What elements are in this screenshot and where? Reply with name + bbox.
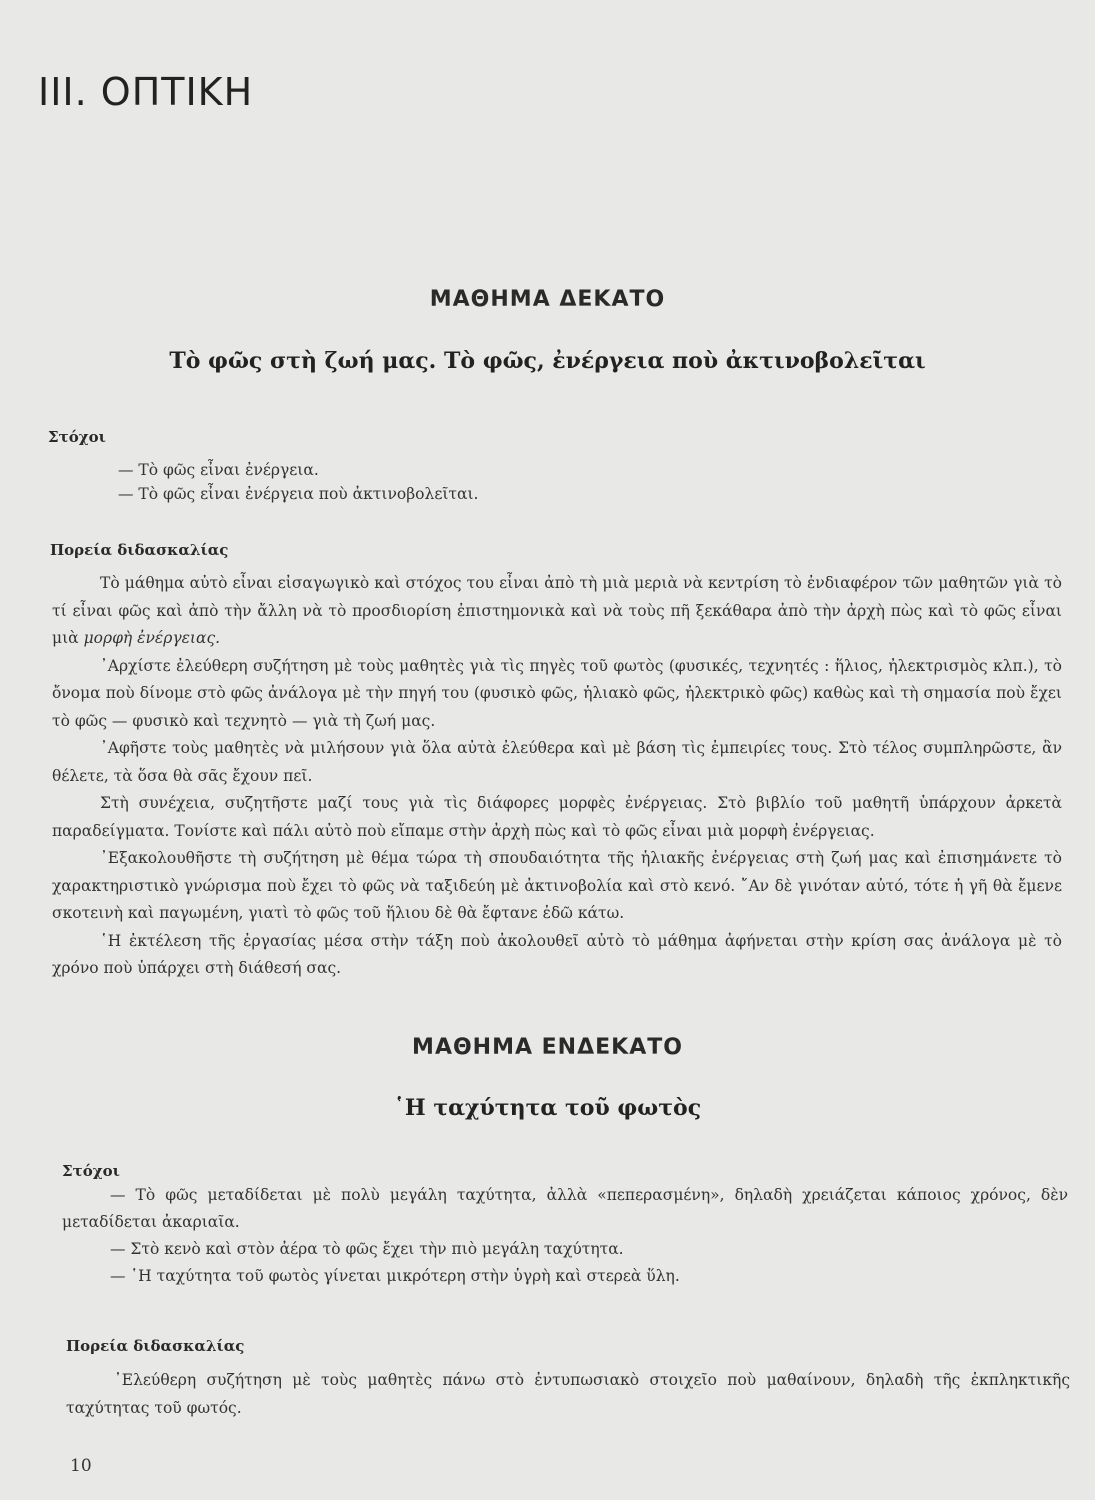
lesson-10-label: ΜΑΘΗΜΑ ΔΕΚΑΤΟ: [429, 287, 666, 312]
paragraph: ᾿Εξακολουθῆστε τὴ συζήτηση μὲ θέμα τώρα τὴ σπουδαιότητα τῆς ἡλιακῆς ἐνέργειας στὴ ζωή μας καὶ ἐπισημάνετε τὸ χαρακτηριστικὸ γνώρισμα ποὺ ἔχει τὸ φῶς νὰ ταξιδεύη μὲ ἀκτινοβολία καὶ στὸ κενό. ῎Αν δὲ γινόταν αὐτό, τότε ἡ γῆ θὰ ἔμενε σκοτεινὴ καὶ παγωμένη, γιατὶ τὸ φῶς τοῦ ἥλιου δὲ θὰ ἔφτανε ἐδῶ κάτω.: [52, 849, 1062, 922]
lesson-11-process-heading: Πορεία διδασκαλίας: [66, 1337, 245, 1355]
lesson-11-objectives-list: [62, 1182, 1068, 1290]
paragraph: Στὴ συνέχεια, συζητῆστε μαζί τους γιὰ τὶς διάφορες μορφὲς ἐνέργειας. Στὸ βιβλίο τοῦ μαθητῆ ὑπάρχουν ἀρκετὰ παραδείγματα. Τονίστε καὶ πάλι αὐτὸ ποὺ εἴπαμε στὴν ἀρχὴ πὼς καὶ τὸ φῶς εἶναι μιὰ μορφὴ ἐνέργειας.: [52, 794, 1062, 840]
lesson-11-body: [66, 1367, 1070, 1422]
emphasis-text: μορφὴ ἐνέργειας.: [83, 629, 221, 647]
paragraph: ᾿Αφῆστε τοὺς μαθητὲς νὰ μιλήσουν γιὰ ὅλα αὐτὰ ἐλεύθερα καὶ μὲ βάση τὶς ἐμπειρίες τους. Στὸ τέλος συμπληρῶστε, ἂν θέλετε, τὰ ὅσα θὰ σᾶς ἔχουν πεῖ.: [52, 739, 1062, 785]
chapter-title: III. ΟΠΤΙΚΗ: [38, 70, 254, 114]
lesson-11-objectives-heading: Στόχοι: [62, 1162, 120, 1180]
objective-item: — Τὸ φῶς εἶναι ἐνέργεια.: [118, 461, 319, 479]
objective-item: — ῾Η ταχύτητα τοῦ φωτὸς γίνεται μικρότερη στὴν ὑγρὴ καὶ στερεὰ ὕλη.: [110, 1267, 680, 1285]
objective-item: — Τὸ φῶς μεταδίδεται μὲ πολὺ μεγάλη ταχύτητα, ἀλλὰ «πεπερασμένη», δηλαδὴ χρειάζεται κάποιος χρόνος, δὲν μεταδίδεται ἀκαριαῖα.: [62, 1186, 1068, 1231]
lesson-10-objectives-heading: Στόχοι: [48, 428, 106, 446]
lesson-10-title: Τὸ φῶς στὴ ζωή μας. Τὸ φῶς, ἐνέργεια ποὺ ἀκτινοβολεῖται: [169, 348, 926, 374]
lesson-10-process-heading: Πορεία διδασκαλίας: [50, 541, 229, 559]
paragraph-text: Τὸ μάθημα αὐτὸ εἶναι εἰσαγωγικὸ καὶ στόχος του εἶναι ἀπὸ τὴ μιὰ μεριὰ νὰ κεντρίση τὸ ἐνδιαφέρον τῶν μαθητῶν γιὰ τὸ τί εἶναι φῶς καὶ ἀπὸ τὴν ἄλλη νὰ τὸ προσδιορίση ἐπιστημονικὰ καὶ νὰ τοὺς πῆ ξεκάθαρα ἀπὸ τὴν ἀρχὴ πὼς καὶ τὸ φῶς εἶναι μιὰ: [52, 574, 1062, 647]
objective-item: — Τὸ φῶς εἶναι ἐνέργεια ποὺ ἀκτινοβολεῖται.: [118, 485, 479, 503]
lesson-11-label: ΜΑΘΗΜΑ ΕΝΔΕΚΑΤΟ: [412, 1035, 683, 1060]
page-number: 10: [70, 1456, 92, 1476]
lesson-10-body: [52, 570, 1062, 983]
lesson-10-objectives-list: [118, 458, 1018, 506]
paragraph: [52, 570, 1062, 653]
paragraph: ῾Η ἐκτέλεση τῆς ἐργασίας μέσα στὴν τάξη ποὺ ἀκολουθεῖ αὐτὸ τὸ μάθημα ἀφήνεται στὴν κρίση σας ἀνάλογα μὲ τὸ χρόνο ποὺ ὑπάρχει στὴ διάθεσή σας.: [52, 931, 1062, 977]
lesson-11-title: ῾Η ταχύτητα τοῦ φωτὸς: [393, 1095, 702, 1121]
paragraph: ᾿Αρχίστε ἐλεύθερη συζήτηση μὲ τοὺς μαθητὲς γιὰ τὶς πηγὲς τοῦ φωτὸς (φυσικές, τεχνητές : ἥλιος, ἠλεκτρισμὸς κλπ.), τὸ ὄνομα ποὺ δίνομε στὸ φῶς ἀνάλογα μὲ τὴν πηγή του (φυσικὸ φῶς, ἡλιακὸ φῶς, ἠλεκτρικὸ φῶς) καθὼς καὶ τὴ σημασία ποὺ ἔχει τὸ φῶς — φυσικὸ καὶ τεχνητὸ — γιὰ τὴ ζωή μας.: [52, 656, 1062, 730]
paragraph: ᾿Ελεύθερη συζήτηση μὲ τοὺς μαθητὲς πάνω στὸ ἐντυπωσιακὸ στοιχεῖο ποὺ μαθαίνουν, δηλαδὴ τῆς ἐκπληκτικῆς ταχύτητας τοῦ φωτός.: [66, 1371, 1070, 1417]
objective-item: — Στὸ κενὸ καὶ στὸν ἀέρα τὸ φῶς ἔχει τὴν πιὸ μεγάλη ταχύτητα.: [110, 1240, 624, 1258]
